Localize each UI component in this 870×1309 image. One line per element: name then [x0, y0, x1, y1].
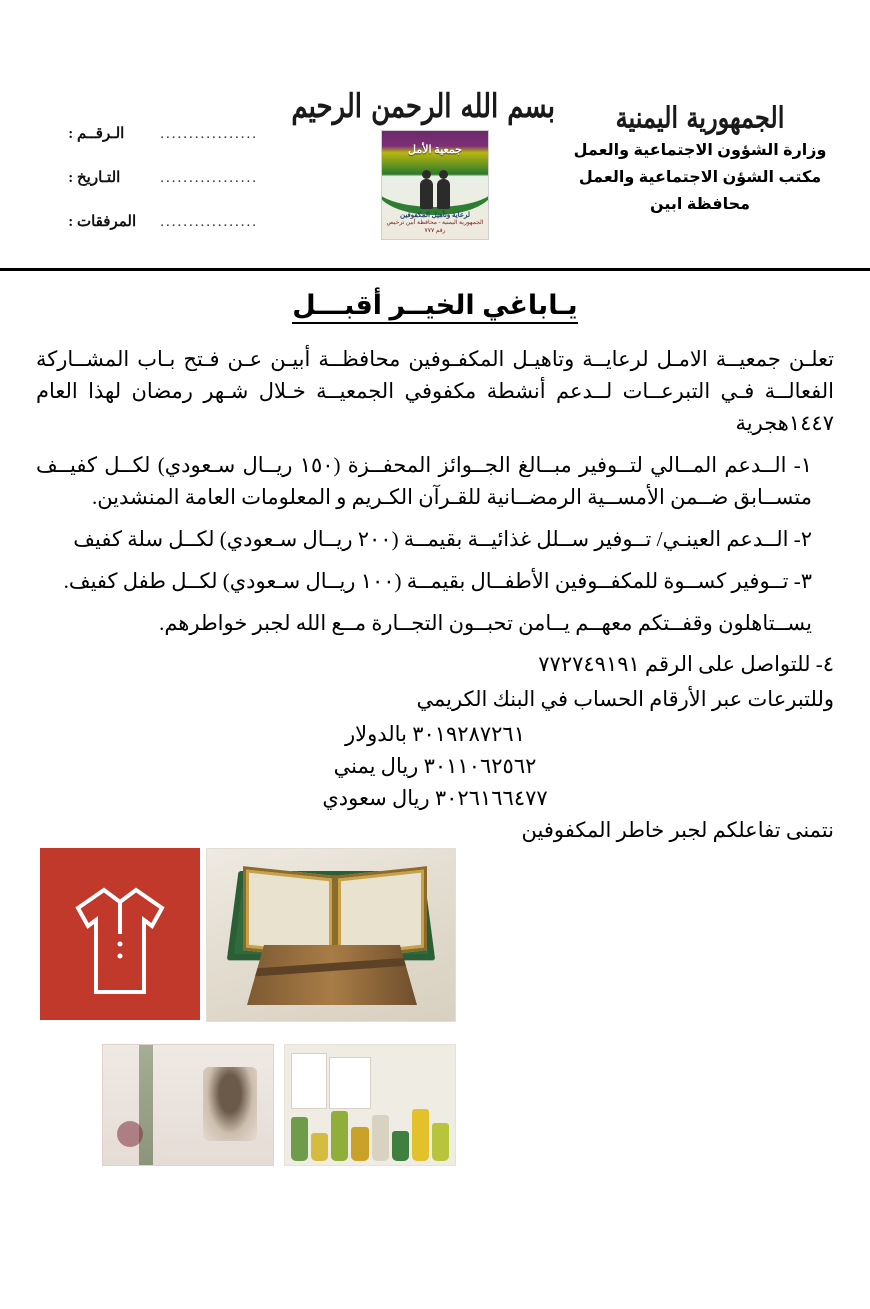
figure-right-icon — [420, 179, 433, 209]
item-financial-support: ١- الــدعم المــالي لتــوفير مبــالغ الجــوائز المحفــزة (١٥٠ ريــال سـعودي) لكــل كفيــف متســابق ضــمن الأمســية الرمضــانية للقـرآن الكـريم و المعلومات العامة المنشدين. — [36, 453, 812, 509]
jar-3 — [392, 1131, 409, 1161]
attachments-dots: ................. — [160, 214, 258, 230]
center-header — [291, 88, 555, 240]
ministry-block — [550, 100, 850, 218]
figure-left-icon — [437, 179, 450, 209]
food-basket-image — [284, 1044, 456, 1166]
account-yer: ٣٠١١٠٦٢٥٦٢ ريال يمني — [333, 754, 537, 778]
number-label: الـرقــم : — [68, 126, 125, 142]
contact-line: ٤- للتواصل على الرقم ٧٧٢٧٤٩١٩١ — [538, 652, 834, 676]
reference-blanks — [28, 112, 258, 244]
ministry-line-2: مكتب الشؤن الاجتماعية والعمل — [578, 169, 822, 186]
basket-caption — [454, 1045, 455, 1046]
account-usd: ٣٠١٩٢٨٧٢٦١ بالدولار — [345, 722, 525, 746]
closing-appeal: يســتاهلون وقفــتكم معهــم يــامن تحبــون التجــارة مــع الله لجبر خواطرهم. — [159, 611, 812, 635]
thobe-icon — [66, 882, 174, 1000]
wooden-stand-shape — [247, 945, 417, 1005]
jar-7 — [311, 1133, 328, 1161]
final-line: نتمنى تفاعلكم لجبر خاطر المكفوفين — [521, 818, 834, 842]
basmala-text: بسم الله الرحمن الرحيم — [291, 88, 555, 126]
item-clothing-support: ٣- تــوفير كســوة للمكفــوفين الأطفــال بقيمــة (١٠٠ ريــال سـعودي) لكــل طفل كفيف. — [63, 569, 812, 593]
photo-row-top — [36, 848, 456, 1022]
childrens-thobe-image — [40, 848, 200, 1020]
photo-collage — [36, 848, 456, 1166]
attachments-label: المرفقات : — [68, 214, 137, 230]
logo-subtitle: لرعاية وتأهيل المكفوفين — [399, 211, 470, 219]
number-dots: ................. — [160, 126, 258, 142]
blank-row-number — [28, 112, 258, 156]
account-sar: ٣٠٢٦١٦٦٤٧٧ ريال سعودي — [322, 786, 548, 810]
banknote-security-band — [139, 1045, 153, 1165]
page-title-text: يـاباغي الخيــر أقبـــل — [292, 290, 577, 324]
banknote-portrait — [203, 1067, 257, 1141]
bank-intro-line: وللتبرعات عبر الأرقام الحساب في البنك الكريمي — [416, 687, 834, 711]
association-logo — [381, 130, 489, 240]
jar-2 — [412, 1109, 429, 1161]
blank-row-date — [28, 156, 258, 200]
intro-paragraph: تعلـن جمعيــة الامـل لرعايــة وتاهيـل المكفـوفين محافظــة أبيـن عـن فـتح بـاب المشــاركة الفعالــة فـي التبرعــات لــدعم أنشطة مكفوفي الجمعيــة خـلال شـهر رمضان لهذا العام ١٤٤٧هجرية — [36, 347, 834, 435]
logo-footnote: الجمهورية اليمنية - محافظة أبين ترخيص رقم ٧٧٧ — [386, 220, 484, 234]
jar-8 — [291, 1117, 308, 1161]
date-label: التـاريخ : — [68, 170, 121, 186]
letterhead — [0, 0, 870, 268]
quran-caption — [454, 849, 455, 850]
banknote-caption — [272, 1045, 273, 1046]
photo-row-bottom — [36, 1044, 456, 1166]
republic-title: الجمهورية اليمنية — [615, 100, 785, 135]
jar-1 — [432, 1123, 449, 1161]
header-divider — [0, 268, 870, 271]
jar-4 — [372, 1115, 389, 1161]
logo-title: جمعية الأمل — [408, 144, 462, 156]
blank-row-attachments — [28, 200, 258, 244]
quran-on-stand-image — [206, 848, 456, 1022]
logo-figures — [382, 171, 488, 209]
bank-accounts-list — [36, 719, 834, 813]
jar-6 — [331, 1111, 348, 1161]
ministry-line-3: محافظة ابين — [649, 196, 751, 213]
document-body — [36, 282, 834, 850]
date-dots: ................. — [160, 170, 258, 186]
basket-jars — [291, 1099, 449, 1161]
jar-5 — [351, 1127, 368, 1161]
page-title — [36, 290, 834, 321]
ministry-line-1: وزارة الشؤون الاجتماعية والعمل — [573, 142, 827, 159]
banknote-seal — [117, 1121, 143, 1147]
saudi-banknote-image — [102, 1044, 274, 1166]
thobe-caption — [199, 848, 200, 849]
item-inkind-support: ٢- الــدعم العينـي/ تــوفير ســلل غذائيــة بقيمــة (٢٠٠ ريــال سـعودي) لكــل سلة كفيف — [73, 527, 812, 551]
